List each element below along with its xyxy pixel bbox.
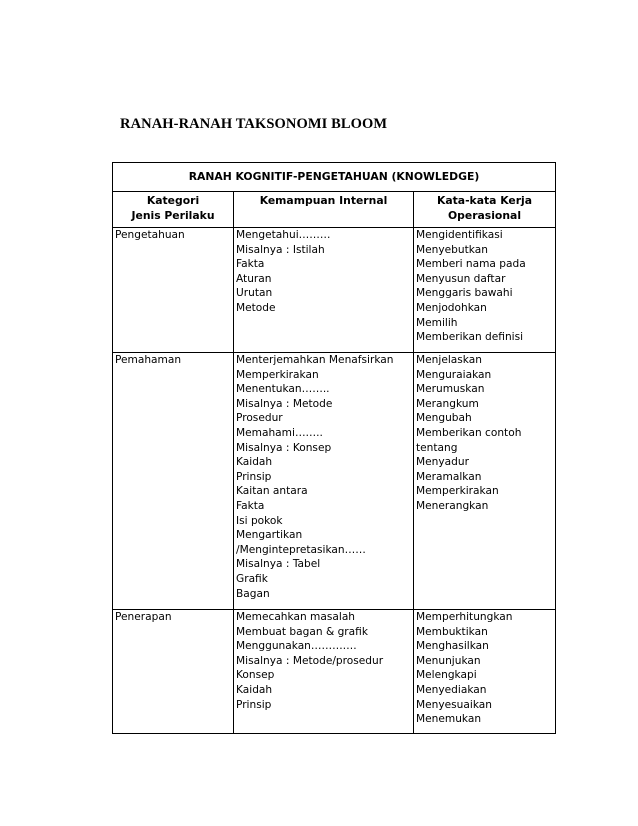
kata-kerja-item: Memilih [416, 316, 458, 329]
kata-kerja-item: Menjelaskan [416, 354, 482, 366]
kemampuan-item: Misalnya : Tabel [236, 558, 321, 571]
kemampuan-item: Konsep [236, 669, 275, 682]
kata-kerja-item: Mengidentifikasi [416, 229, 503, 241]
kata-kerja-item: Menguraiakan [416, 368, 492, 381]
kemampuan-item: Menentukan…….. [236, 383, 330, 396]
kemampuan-item: Fakta [236, 499, 265, 512]
table-caption: RANAH KOGNITIF-PENGETAHUAN (KNOWLEDGE) [113, 163, 556, 192]
kemampuan-cell [234, 353, 414, 610]
kata-kerja-cell [414, 353, 556, 610]
kata-kerja-cell [414, 228, 556, 353]
kemampuan-item: Menggunakan…………. [236, 640, 357, 653]
kemampuan-item: /Mengintepretasikan…… [236, 543, 366, 556]
kemampuan-item: Kaidah [236, 683, 273, 696]
header-kata-line2: Operasional [447, 208, 522, 222]
kata-kerja-item: tentang [416, 441, 458, 454]
kemampuan-item: Isi pokok [236, 514, 283, 527]
kemampuan-item: Mengetahui……… [236, 229, 331, 241]
kemampuan-item: Fakta [236, 258, 265, 271]
kemampuan-item: Membuat bagan & grafik [236, 625, 368, 638]
kata-kerja-item: Memperkirakan [416, 485, 499, 498]
kemampuan-item: Urutan [236, 287, 273, 300]
document-title: RANAH-RANAH TAKSONOMI BLOOM [120, 116, 388, 132]
kemampuan-item: Memahami…….. [236, 426, 323, 439]
kemampuan-item: Misalnya : Istilah [236, 243, 325, 256]
kemampuan-item: Memecahkan masalah [236, 611, 356, 623]
kemampuan-item: Metode [236, 301, 276, 314]
kata-kerja-item: Menghasilkan [416, 640, 489, 653]
kata-kerja-item: Merangkum [416, 397, 479, 410]
header-kategori-line1: Kategori [146, 194, 200, 207]
table-row [113, 228, 556, 353]
table-row [113, 610, 556, 734]
kata-kerja-item: Memberikan contoh [416, 426, 522, 439]
header-kemampuan [234, 192, 414, 228]
kata-kerja-item: Memperhitungkan [416, 611, 513, 623]
kemampuan-item: Misalnya : Metode [236, 397, 333, 410]
table-header-row [113, 192, 556, 228]
kata-kerja-item: Meramalkan [416, 470, 482, 483]
header-kategori [113, 192, 234, 228]
kata-kerja-item: Mengubah [416, 412, 472, 425]
table-row [113, 353, 556, 610]
kategori-label: Penerapan [115, 611, 172, 623]
kategori-cell [113, 353, 234, 610]
header-kategori-line2: Jenis Perilaku [131, 208, 215, 222]
kemampuan-item: Prinsip [236, 470, 272, 483]
kemampuan-item: Misalnya : Konsep [236, 441, 332, 454]
kata-kerja-item: Menjodohkan [416, 301, 487, 314]
kata-kerja-item: Memberikan definisi [416, 331, 524, 344]
kemampuan-item: Aturan [236, 272, 272, 285]
kategori-label: Pemahaman [115, 354, 182, 366]
kata-kerja-item: Membuktikan [416, 625, 488, 638]
kemampuan-item: Kaidah [236, 456, 273, 469]
header-kata-kerja [414, 192, 556, 228]
kata-kerja-item: Merumuskan [416, 383, 485, 396]
header-kata-line1: Kata-kata Kerja [436, 194, 533, 207]
kata-kerja-item: Menyebutkan [416, 243, 488, 256]
kata-kerja-item: Menggaris bawahi [416, 287, 513, 300]
kata-kerja-item: Menyediakan [416, 683, 487, 696]
kategori-label: Pengetahuan [115, 229, 185, 241]
kemampuan-item: Misalnya : Metode/prosedur [236, 654, 384, 667]
kata-kerja-cell [414, 610, 556, 734]
kemampuan-item: Bagan [236, 587, 270, 600]
kemampuan-item: Grafik [236, 572, 268, 585]
kemampuan-cell [234, 610, 414, 734]
kata-kerja-item: Memberi nama pada [416, 258, 526, 271]
kategori-cell [113, 610, 234, 734]
kemampuan-cell [234, 228, 414, 353]
kemampuan-item: Prosedur [236, 412, 283, 425]
taxonomy-table [112, 162, 556, 734]
header-kemampuan-label: Kemampuan Internal [259, 194, 388, 207]
kategori-cell [113, 228, 234, 353]
kata-kerja-item: Melengkapi [416, 669, 477, 682]
kemampuan-item: Memperkirakan [236, 368, 319, 381]
kemampuan-item: Mengartikan [236, 529, 303, 542]
kemampuan-item: Prinsip [236, 698, 272, 711]
kata-kerja-item: Menunjukan [416, 654, 481, 667]
kemampuan-item: Kaitan antara [236, 485, 308, 498]
kata-kerja-item: Menyesuaikan [416, 698, 492, 711]
table-caption-row [113, 163, 556, 192]
kata-kerja-item: Menemukan [416, 713, 482, 726]
kata-kerja-item: Menyusun daftar [416, 272, 506, 285]
kata-kerja-item: Menyadur [416, 456, 469, 469]
kemampuan-item: Menterjemahkan Menafsirkan [236, 354, 394, 366]
kata-kerja-item: Menerangkan [416, 499, 489, 512]
